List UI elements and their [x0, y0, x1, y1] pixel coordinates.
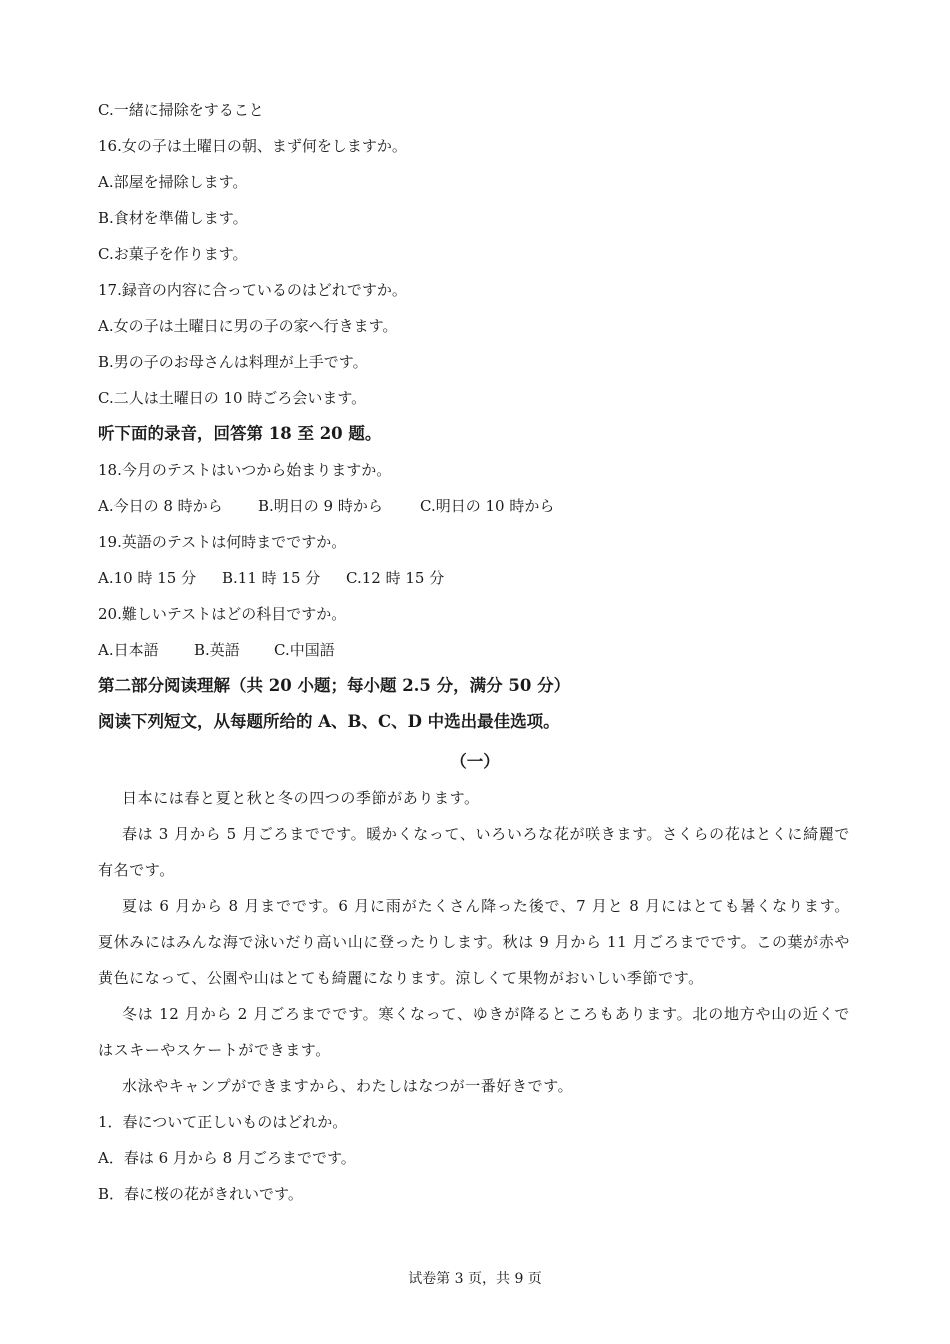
q20-option-a: A.日本語 — [98, 641, 159, 659]
passage1-paragraph-4: 冬は 12 月から 2 月ごろまでです。寒くなって、ゆきが降るところもあります。北の地方や山の近くではスキーやスケートができます。 — [98, 1005, 850, 1059]
rq1-option-b: B．春に桜の花がきれいです。 — [98, 1185, 303, 1203]
passage1-title: （一） — [450, 752, 500, 771]
passage1-paragraph-1: 日本には春と夏と秋と冬の四つの季節があります。 — [122, 789, 480, 807]
q15-option-c: C.一緒に掃除をすること — [98, 101, 264, 119]
q18-options — [98, 496, 554, 516]
q17-option-b: B.男の子のお母さんは料理が上手です。 — [98, 353, 368, 371]
q16-question: 16.女の子は土曜日の朝、まず何をしますか。 — [98, 137, 407, 155]
q19-question: 19.英語のテストは何時までですか。 — [98, 533, 347, 551]
passage1-paragraph-2: 春は 3 月から 5 月ごろまでです。暖かくなって、いろいろな花が咲きます。さくらの花はとくに綺麗で有名です。 — [98, 825, 850, 879]
q18-option-c: C.明日の 10 時から — [420, 497, 555, 515]
passage1-paragraph-3: 夏は 6 月から 8 月までです。6 月に雨がたくさん降った後で、7 月と 8 月にはとても暑くなります。夏休みにはみんな海で泳いだり高い山に登ったりします。秋は 9 月から 11 月ごろまでです。この葉が赤や黄色になって、公園や山はとても綺麗になります。涼しくて果物がおいしい季節です。 — [98, 897, 850, 987]
q20-option-c: C.中国語 — [274, 641, 335, 659]
rq1-question: 1．春について正しいものはどれか。 — [98, 1113, 348, 1131]
q19-options — [98, 568, 444, 588]
q19-option-c: C.12 時 15 分 — [346, 569, 445, 587]
listen-instruction: 听下面的录音，回答第 18 至 20 题。 — [98, 424, 382, 443]
part2-instruction: 阅读下列短文，从每题所给的 A、B、C、D 中选出最佳选项。 — [98, 712, 560, 731]
part2-heading: 第二部分阅读理解（共 20 小题；每小题 2.5 分，满分 50 分） — [98, 676, 571, 695]
q17-question: 17.録音の内容に合っているのはどれですか。 — [98, 281, 407, 299]
q17-option-c: C.二人は土曜日の 10 時ごろ会います。 — [98, 389, 367, 407]
q19-option-a: A.10 時 15 分 — [98, 569, 197, 587]
q18-question: 18.今月のテストはいつから始まりますか。 — [98, 461, 392, 479]
q20-option-b: B.英語 — [194, 641, 240, 659]
q18-option-a: A.今日の 8 時から — [98, 497, 223, 515]
q20-question: 20.難しいテストはどの科目ですか。 — [98, 605, 347, 623]
page-footer: 试卷第 3 页，共 9 页 — [408, 1271, 542, 1287]
q20-options — [98, 640, 335, 660]
q16-option-a: A.部屋を掃除します。 — [98, 173, 248, 191]
q17-option-a: A.女の子は土曜日に男の子の家へ行きます。 — [98, 317, 398, 335]
q16-option-b: B.食材を準備します。 — [98, 209, 248, 227]
q16-option-c: C.お菓子を作ります。 — [98, 245, 248, 263]
rq1-option-a: A．春は 6 月から 8 月ごろまでです。 — [98, 1149, 356, 1167]
q18-option-b: B.明日の 9 時から — [258, 497, 383, 515]
q19-option-b: B.11 時 15 分 — [222, 569, 321, 587]
passage1-paragraph-5: 水泳やキャンプができますから、わたしはなつが一番好きです。 — [122, 1077, 574, 1095]
